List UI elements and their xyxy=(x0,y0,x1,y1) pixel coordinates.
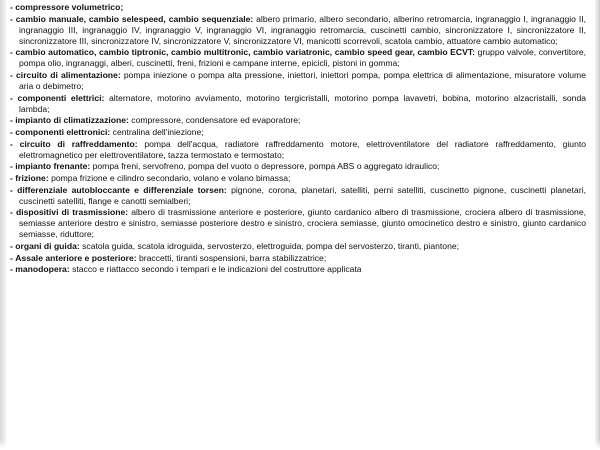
list-item-rest: pompa dell'acqua, radiatore raffreddamento motore, elettroventilatore del radiatore raffreddamento, giunto elettromagnetico per elettroventilatore, tazza termostato e termostato; xyxy=(19,138,587,160)
list-item-rest: albero primario, albero secondario, alberino retromarcia, ingranaggio I, ingranaggio II, ingranaggio III, ingranaggio IV, ingranaggio V, ingranaggio VI, ingranaggio retromarcia, cuscinetti cambio, sincronizzatore I, sincronizzatore II, sincronizzatore III, sincronizzatore IV, sincronizzatore V, sincronizzatore VI, manicotti scorrevoli, scatola cambio, attuatore cambio automatico; xyxy=(19,13,586,46)
list-item-lead: dispositivi di trasmissione: xyxy=(15,207,129,218)
list-item xyxy=(10,47,586,69)
list-item xyxy=(10,161,586,172)
list-bullet: - xyxy=(10,115,13,126)
list-item-lead: Assale anteriore e posteriore: xyxy=(15,252,137,263)
list-item-lead: impianto di climatizzazione: xyxy=(15,115,129,126)
list-item-rest: alternatore, motorino avviamento, motorino tergicristalli, motorino pompa lavavetri, bobina, motorino alzacristalli, sonda lambda; xyxy=(19,92,587,114)
list-item-lead: cambio manuale, cambio selespeed, cambio sequenziale: xyxy=(15,13,254,24)
list-item xyxy=(10,241,586,252)
list-item xyxy=(10,93,586,115)
list-bullet: - xyxy=(10,138,13,149)
list-item-rest: scatola guida, scatola idroguida, servosterzo, elettroguida, pompa del servosterzo, tiranti, piantone; xyxy=(79,240,460,251)
list-item-rest: pignone, corona, planetari, satelliti, perni satelliti, cuscinetto pignone, cuscinetti planetari, cuscinetti satelliti, flange e canotti semialberi; xyxy=(19,184,586,206)
list-item xyxy=(10,127,586,138)
list-bullet: - xyxy=(10,240,13,251)
list-item-lead: cambio automatico, cambio tiptronic, cambio multitronic, cambio variatronic, cambio speed gear, cambio ECVT: xyxy=(15,47,476,58)
page-bottom-fade xyxy=(0,440,600,450)
list-item-lead: impianto frenante: xyxy=(15,161,91,172)
list-item-rest: compressore, condensatore ed evaporatore; xyxy=(128,115,301,126)
list-item-lead: circuito di alimentazione: xyxy=(16,70,121,81)
list-item-rest: pompa iniezione o pompa alta pressione, iniettori, iniettori pompa, pompa elettrica di alimentazione, misuratore volume aria o debimetro; xyxy=(19,70,586,92)
list-bullet: - xyxy=(10,92,13,103)
list-item xyxy=(10,253,586,264)
list-item xyxy=(10,14,586,47)
list-item-lead: manodopera: xyxy=(15,264,70,275)
list-item xyxy=(10,207,586,240)
list-bullet: - xyxy=(10,70,13,81)
list-bullet: - xyxy=(10,161,13,172)
list-item-rest: braccetti, tiranti sospensioni, barra stabilizzatrice; xyxy=(136,252,327,263)
document-text-body xyxy=(10,0,586,275)
list-bullet: - xyxy=(10,172,13,183)
list-bullet: - xyxy=(10,207,13,218)
list-bullet: - xyxy=(10,13,13,24)
list-item-lead: differenziale autobloccante e differenziale torsen: xyxy=(17,184,227,195)
list-item xyxy=(10,115,586,126)
list-bullet: - xyxy=(10,127,13,138)
list-item-rest: gruppo valvole, convertitore, pompa olio, ingranaggi, alberi, cuscinetti, freni, frizioni e campane interne, epicicli, pistoni in gomma; xyxy=(19,47,586,69)
list-bullet: - xyxy=(10,2,13,12)
scan-edge-left xyxy=(0,0,6,450)
list-bullet: - xyxy=(10,184,13,195)
list-item xyxy=(10,185,586,207)
list-item xyxy=(10,70,586,92)
list-item-rest: pompa freni, servofreno, pompa del vuoto o depressore, pompa ABS o aggregato idraulico; xyxy=(90,161,440,172)
list-item-lead: circuito di raffreddamento: xyxy=(19,138,138,149)
list-bullet: - xyxy=(10,264,13,275)
list-item xyxy=(10,264,586,275)
list-item-lead: componenti elettrici: xyxy=(17,92,105,103)
list-item xyxy=(10,173,586,184)
list-item-rest: albero di trasmissione anteriore e posteriore, giunto cardanico albero di trasmissione, crociera albero di trasmissione, semiasse anteriore destro e sinistro, semiasse posteriore destro e sinistro, crociera semiasse, giunto omocinetico destro e sinistro, giunto cardanico semiasse, riduttore; xyxy=(19,207,586,240)
list-item-lead: organi di guida: xyxy=(15,240,80,251)
list-item-lead: componenti elettronici: xyxy=(15,127,111,138)
list-bullet: - xyxy=(10,47,13,58)
list-item-rest: stacco e riattacco secondo i tempari e le indicazioni del costruttore applicata xyxy=(69,264,362,275)
list-item-rest: centralina dell'iniezione; xyxy=(110,127,204,138)
list-item xyxy=(10,2,586,13)
list-item-rest: pompa frizione e cilindro secondario, volano e volano bimassa; xyxy=(48,172,291,183)
scan-edge-right xyxy=(595,0,600,450)
list-item xyxy=(10,139,586,161)
list-bullet: - xyxy=(10,252,13,263)
list-item-lead: compressore volumetrico; xyxy=(15,2,124,12)
list-item-lead: frizione: xyxy=(15,172,49,183)
